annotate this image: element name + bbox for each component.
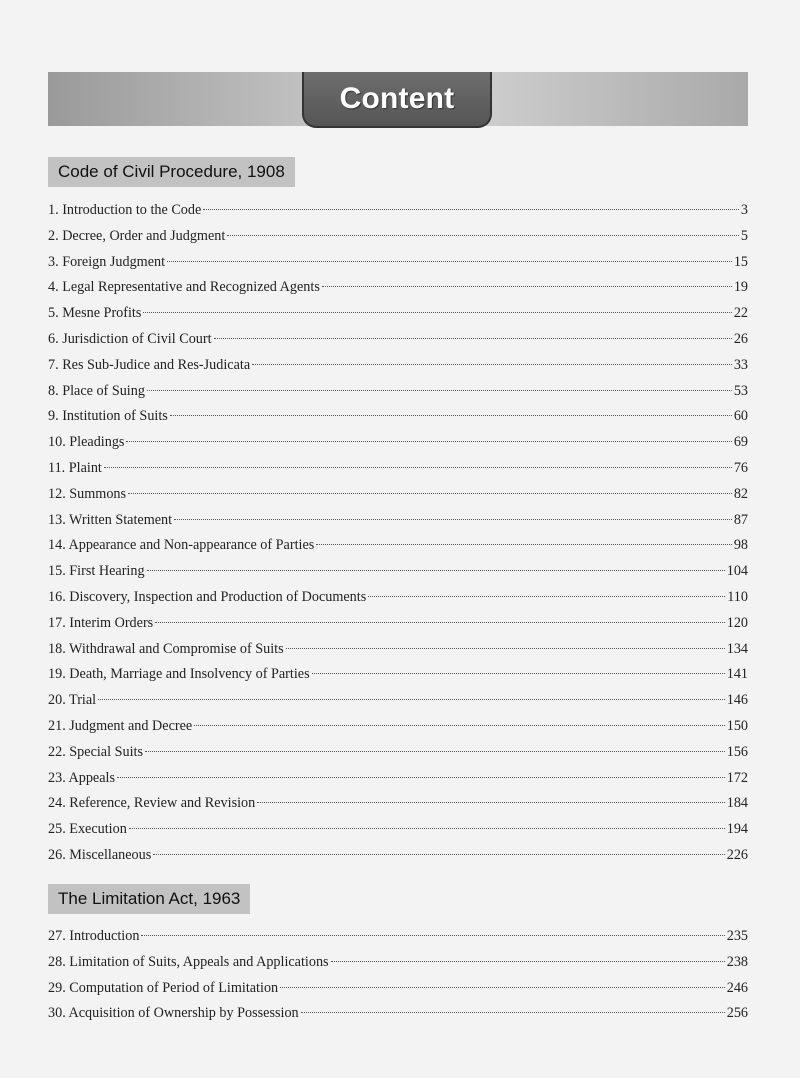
dot-leader — [227, 235, 739, 236]
toc-entry[interactable] — [48, 791, 748, 817]
section-heading-cpc: Code of Civil Procedure, 1908 — [48, 157, 295, 187]
dot-leader — [129, 828, 725, 829]
dot-leader — [174, 519, 732, 520]
dot-leader — [257, 802, 724, 803]
toc-entry[interactable] — [48, 275, 748, 301]
toc-entry-page-number: 110 — [727, 588, 748, 605]
toc-entry[interactable] — [48, 843, 748, 869]
toc-entry-page-number: 19 — [733, 279, 748, 296]
toc-entry-title: 7. Res Sub-Judice and Res-Judicata — [48, 356, 251, 373]
toc-entry-title: 16. Discovery, Inspection and Production of Documents — [48, 588, 367, 605]
toc-entry-page-number: 87 — [733, 511, 748, 528]
dot-leader — [368, 596, 725, 597]
dot-leader — [98, 699, 725, 700]
toc-entry-page-number: 5 — [740, 227, 748, 244]
toc-entry-page-number: 172 — [726, 769, 748, 786]
toc-entry-title: 19. Death, Marriage and Insolvency of Parties — [48, 666, 310, 683]
toc-entry-page-number: 53 — [733, 382, 748, 399]
dot-leader — [331, 961, 725, 962]
toc-entry-page-number: 134 — [726, 640, 748, 657]
toc-entry[interactable] — [48, 482, 748, 508]
toc-entry-title: 21. Judgment and Decree — [48, 717, 193, 734]
toc-entry-title: 4. Legal Representative and Recognized Agents — [48, 279, 320, 296]
toc-entry-page-number: 246 — [726, 979, 748, 996]
toc-entry[interactable] — [48, 740, 748, 766]
toc-entry-title: 26. Miscellaneous — [48, 846, 152, 863]
toc-entry-page-number: 184 — [726, 795, 748, 812]
dot-leader — [141, 935, 724, 936]
toc-entry[interactable] — [48, 585, 748, 611]
toc-entry[interactable] — [48, 662, 748, 688]
toc-entry-page-number: 256 — [726, 1005, 748, 1022]
toc-entry-title: 28. Limitation of Suits, Appeals and Applications — [48, 953, 329, 970]
toc-entry-page-number: 22 — [733, 305, 748, 322]
dot-leader — [155, 622, 725, 623]
toc-entry-page-number: 76 — [733, 459, 748, 476]
toc-entry[interactable] — [48, 559, 748, 585]
toc-entry-title: 6. Jurisdiction of Civil Court — [48, 330, 212, 347]
toc-entry-title: 8. Place of Suing — [48, 382, 145, 399]
toc-entry[interactable] — [48, 508, 748, 534]
toc-entry-page-number: 33 — [733, 356, 748, 373]
dot-leader — [104, 467, 732, 468]
toc-entry-title: 13. Written Statement — [48, 511, 173, 528]
toc-entry-page-number: 150 — [726, 717, 748, 734]
dot-leader — [214, 338, 732, 339]
dot-leader — [128, 493, 732, 494]
dot-leader — [286, 648, 725, 649]
toc-entry[interactable] — [48, 533, 748, 559]
toc-entry-title: 5. Mesne Profits — [48, 305, 142, 322]
toc-entry-page-number: 226 — [726, 846, 748, 863]
dot-leader — [194, 725, 725, 726]
toc-entry-title: 18. Withdrawal and Compromise of Suits — [48, 640, 284, 657]
dot-leader — [167, 261, 732, 262]
toc-entry-page-number: 235 — [726, 928, 748, 944]
toc-entry-title: 29. Computation of Period of Limitation — [48, 979, 279, 996]
toc-list-cpc — [48, 198, 748, 869]
toc-entry[interactable] — [48, 688, 748, 714]
dot-leader — [312, 673, 725, 674]
toc-entry[interactable] — [48, 817, 748, 843]
toc-entry-title: 15. First Hearing — [48, 563, 145, 580]
toc-entry[interactable] — [48, 924, 748, 950]
toc-entry-title: 25. Execution — [48, 821, 127, 838]
toc-entry-page-number: 26 — [733, 330, 748, 347]
toc-entry-title: 9. Institution of Suits — [48, 408, 168, 425]
toc-entry-title: 22. Special Suits — [48, 743, 143, 760]
page-title: Content — [339, 82, 455, 115]
dot-leader — [117, 777, 725, 778]
toc-entry-page-number: 15 — [733, 253, 748, 270]
dot-leader — [316, 544, 732, 545]
dot-leader — [126, 441, 731, 442]
toc-entry-title: 20. Trial — [48, 692, 97, 709]
toc-entry-page-number: 238 — [726, 953, 748, 970]
toc-entry-page-number: 98 — [733, 537, 748, 554]
toc-entry-page-number: 104 — [726, 563, 748, 580]
toc-entry-page-number: 156 — [726, 743, 748, 760]
dot-leader — [143, 312, 731, 313]
dot-leader — [170, 415, 732, 416]
toc-entry[interactable] — [48, 611, 748, 637]
dot-leader — [147, 570, 725, 571]
toc-entry[interactable] — [48, 637, 748, 663]
toc-entry[interactable] — [48, 1001, 748, 1027]
toc-entry-title: 17. Interim Orders — [48, 614, 154, 631]
dot-leader — [301, 1012, 725, 1013]
toc-entry-page-number: 60 — [733, 408, 748, 425]
toc-entry[interactable] — [48, 766, 748, 792]
toc-entry-title: 30. Acquisition of Ownership by Possession — [48, 1005, 299, 1022]
toc-entry-title: 12. Summons — [48, 485, 127, 502]
toc-list-limitation — [48, 924, 748, 1027]
dot-leader — [147, 390, 732, 391]
toc-entry-page-number: 194 — [726, 821, 748, 838]
dot-leader — [252, 364, 732, 365]
toc-entry-page-number: 120 — [726, 614, 748, 631]
toc-entry[interactable] — [48, 714, 748, 740]
dot-leader — [322, 286, 732, 287]
toc-entry[interactable] — [48, 327, 748, 353]
toc-entry-title: 10. Pleadings — [48, 434, 125, 451]
toc-entry-title: 24. Reference, Review and Revision — [48, 795, 256, 812]
dot-leader — [280, 987, 725, 988]
dot-leader — [145, 751, 725, 752]
toc-entry[interactable] — [48, 950, 748, 976]
dot-leader — [203, 209, 739, 210]
toc-entry[interactable] — [48, 976, 748, 1002]
toc-entry[interactable] — [48, 379, 748, 405]
toc-entry[interactable] — [48, 198, 748, 224]
toc-entry[interactable] — [48, 353, 748, 379]
toc-entry-page-number: 141 — [726, 666, 748, 683]
toc-entry[interactable] — [48, 456, 748, 482]
toc-entry-title: 11. Plaint — [48, 459, 102, 476]
toc-entry[interactable] — [48, 430, 748, 456]
toc-entry-title: 3. Foreign Judgment — [48, 253, 166, 270]
section-heading-limitation: The Limitation Act, 1963 — [48, 884, 250, 914]
title-tab — [302, 72, 492, 128]
toc-entry-page-number: 3 — [740, 202, 748, 218]
toc-entry[interactable] — [48, 224, 748, 250]
toc-entry-page-number: 69 — [733, 434, 748, 451]
toc-entry-page-number: 146 — [726, 692, 748, 709]
toc-entry[interactable] — [48, 301, 748, 327]
toc-entry[interactable] — [48, 250, 748, 276]
toc-entry-title: 27. Introduction — [48, 928, 140, 944]
dot-leader — [153, 854, 724, 855]
toc-entry-title: 14. Appearance and Non-appearance of Parties — [48, 537, 315, 554]
toc-entry-title: 2. Decree, Order and Judgment — [48, 227, 226, 244]
toc-entry[interactable] — [48, 404, 748, 430]
toc-entry-page-number: 82 — [733, 485, 748, 502]
toc-entry-title: 1. Introduction to the Code — [48, 202, 202, 218]
toc-entry-title: 23. Appeals — [48, 769, 115, 786]
